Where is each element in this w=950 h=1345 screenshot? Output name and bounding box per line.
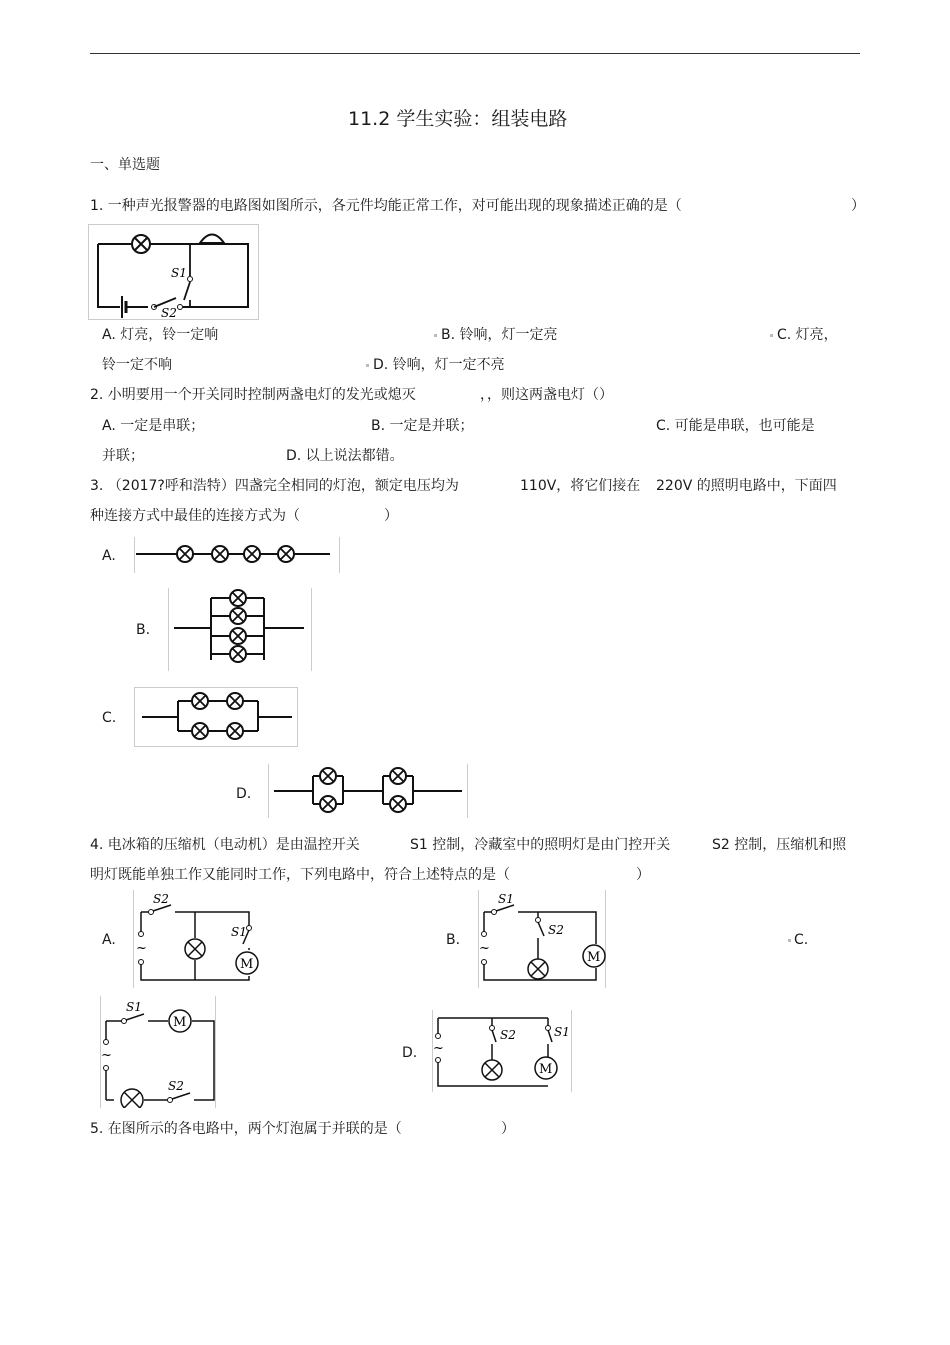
q4b-s2-label: S2	[548, 923, 564, 937]
q2-option-a: A. 一定是串联；	[102, 418, 205, 434]
page-title: 11.2 学生实验：组装电路	[348, 108, 568, 130]
q2-option-d: D. 以上说法都错。	[286, 448, 404, 464]
q1-battery	[122, 296, 126, 318]
q5-close-paren: ）	[501, 1121, 515, 1137]
q4c-motor-label: M	[173, 1015, 187, 1030]
q4-label-b: B.	[446, 932, 461, 948]
q3-figure-b	[168, 588, 312, 671]
q4-marker-c	[788, 931, 793, 949]
q3-stem-2: 种连接方式中最佳的连接方式为（	[90, 508, 300, 524]
q1-marker-d	[366, 356, 371, 374]
q4a-s2-label: S2	[153, 892, 169, 906]
q3-label-c: C.	[102, 710, 117, 726]
q1-option-b: B. 铃响，灯一定亮	[441, 327, 558, 343]
q4-label-d: D.	[402, 1045, 418, 1061]
q3-close-paren: ）	[384, 508, 398, 524]
section-heading: 一、单选题	[90, 157, 160, 173]
q4d-ac-label: ~	[433, 1041, 444, 1056]
bullet-dot	[788, 939, 791, 942]
q2-option-b: B. 一定是并联；	[371, 418, 474, 434]
q4-figure-d	[432, 1010, 572, 1092]
q4-label-a: A.	[102, 932, 116, 948]
q1-stem: 1. 一种声光报警器的电路图如图所示，各元件均能正常工作，对可能出现的现象描述正确的是（	[90, 198, 682, 214]
bullet-dot	[770, 334, 773, 337]
q1-s1-label: S1	[171, 266, 187, 280]
q4-figure-c	[100, 996, 216, 1108]
header-rule	[90, 53, 860, 54]
q3-figure-d	[268, 764, 468, 818]
q1-option-d: D. 铃响，灯一定不亮	[373, 357, 505, 373]
q4a-motor-label: M	[240, 957, 254, 972]
q4-stem-s2: S2 控制，压缩机和照	[712, 837, 847, 853]
q3-stem-v2: 220V 的照明电路中，下面四	[656, 478, 837, 494]
q4d-s1-label: S1	[554, 1025, 570, 1039]
q4d-s2-label: S2	[500, 1028, 516, 1042]
q2-option-c: C. 可能是串联，也可能是	[656, 418, 815, 434]
q4-stem-2: 明灯既能单独工作又能同时工作，下列电路中，符合上述特点的是（	[90, 867, 510, 883]
q3-figure-a	[134, 537, 340, 573]
q4a-s1-label: S1	[231, 925, 247, 939]
q1-option-c: C. 灯亮，	[777, 327, 838, 343]
q1-option-c-cont: 铃一定不响	[102, 357, 172, 373]
bullet-dot	[366, 364, 369, 367]
q1-bell	[198, 235, 226, 245]
q1-s2-label: S2	[161, 306, 177, 320]
q3-figure-c	[134, 687, 298, 747]
q4-label-c: C.	[794, 932, 809, 948]
q4-figure-a	[133, 890, 261, 988]
q4-stem-s1: S1 控制，冷藏室中的照明灯是由门控开关	[410, 837, 671, 853]
q4b-ac-label: ~	[479, 941, 490, 956]
q3-label-a: A.	[102, 548, 116, 564]
q1-marker-c	[770, 326, 775, 344]
q1-circuit-figure	[88, 224, 259, 320]
bullet-dot	[434, 334, 437, 337]
q4d-motor-label: M	[539, 1062, 553, 1077]
q4b-motor-label: M	[587, 950, 601, 965]
q1-option-a: A. 灯亮，铃一定响	[102, 327, 219, 343]
q4-stem-1: 4. 电冰箱的压缩机（电动机）是由温控开关	[90, 837, 360, 853]
q4c-s1-label: S1	[126, 1000, 142, 1014]
q2-stem: 2. 小明要用一个开关同时控制两盏电灯的发光或熄灭	[90, 387, 416, 403]
q2-option-c-cont: 并联；	[102, 448, 144, 464]
q2-stem-tail: ，，则这两盏电灯（）	[480, 387, 613, 403]
q5-stem: 5. 在图所示的各电路中，两个灯泡属于并联的是（	[90, 1121, 402, 1137]
q4c-s2-label: S2	[168, 1079, 184, 1093]
q4b-s1-label: S1	[498, 892, 514, 906]
q3-stem-v1: 110V，将它们接在	[520, 478, 641, 494]
q3-label-d: D.	[236, 786, 252, 802]
q1-close-paren: ）	[851, 198, 865, 214]
q3-label-b: B.	[136, 622, 151, 638]
q4c-ac-label: ~	[101, 1048, 112, 1063]
q3-stem-1: 3. （2017?呼和浩特）四盏完全相同的灯泡，额定电压均为	[90, 478, 459, 494]
q4-close-paren: ）	[636, 867, 650, 883]
q4a-ac-label: ~	[136, 941, 147, 956]
q4-figure-b	[478, 890, 606, 988]
q1-lamp	[132, 235, 150, 253]
q1-marker-b	[434, 326, 439, 344]
